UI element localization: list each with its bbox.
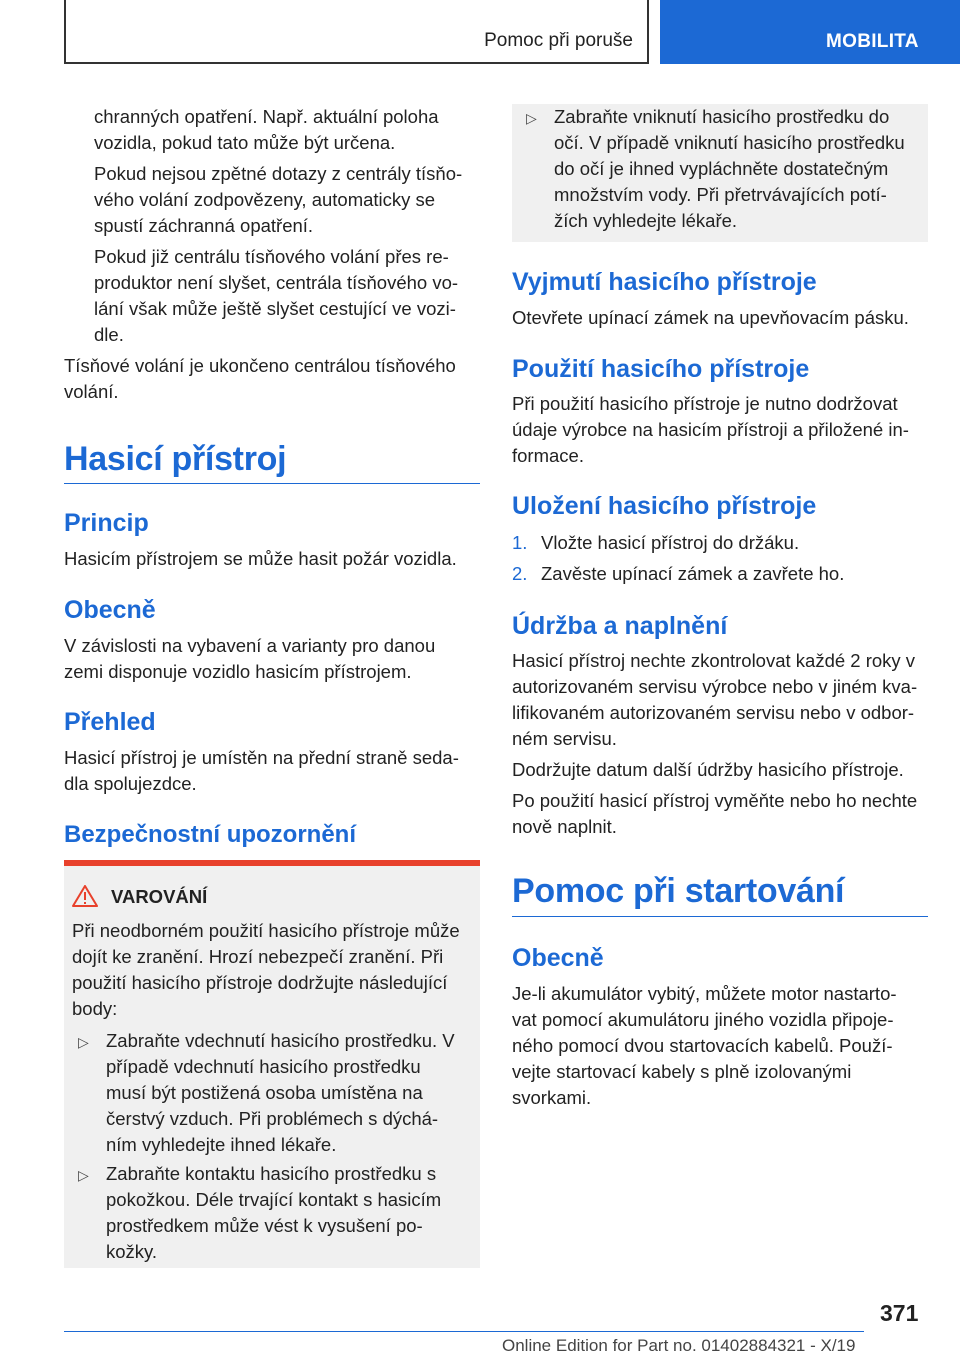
warning-triangle-icon xyxy=(72,885,98,907)
heading-prehled: Přehled xyxy=(64,708,156,736)
intro-line: vozidla, pokud tato může být určena. xyxy=(94,132,396,153)
step-number: 1. xyxy=(512,532,528,553)
heading-pouziti: Použití hasicího přístroje xyxy=(512,355,810,383)
bullet2-line: kožky. xyxy=(106,1241,158,1262)
intro-line: dle. xyxy=(94,324,124,345)
heading-ulozeni: Uložení hasicího přístroje xyxy=(512,492,817,520)
footer-edition: Online Edition for Part no. 01402884321 - X/19 xyxy=(502,1336,856,1355)
intro-line: chranných opatření. Např. aktuální poloha xyxy=(94,106,439,127)
heading-hasici-pristroj: Hasicí přístroj xyxy=(64,440,287,478)
heading-vyjmuti: Vyjmutí hasicího přístroje xyxy=(512,268,817,296)
start-line: Je-li akumulátor vybitý, můžete motor nastarto- xyxy=(512,983,897,1004)
heading-rule xyxy=(64,483,480,484)
start-line: vat pomocí akumulátoru jiného vozidla připoje- xyxy=(512,1009,894,1030)
warning-line: Při neodborném použití hasicího přístroje může xyxy=(72,920,460,941)
bullet2-line: Zabraňte kontaktu hasicího prostředku s xyxy=(106,1163,437,1184)
bullet2-line: pokožkou. Déle trvající kontakt s hasicím xyxy=(106,1189,442,1210)
start-line: vejte startovací kabely s plně izolovanými xyxy=(512,1061,852,1082)
heading-obecne-start: Obecně xyxy=(512,944,604,972)
obecne-line: zemi disponuje vozidlo hasicím přístrojem. xyxy=(64,661,412,682)
header-tab-label: MOBILITA xyxy=(826,31,919,52)
pouziti-line: formace. xyxy=(512,445,584,466)
heading-princip: Princip xyxy=(64,509,149,537)
heading-udrzba: Údržba a naplnění xyxy=(512,612,728,640)
po-line: Po použití hasicí přístroj vyměňte nebo ho nechte xyxy=(512,790,918,811)
end-line: Tísňové volání je ukončeno centrálou tísňového xyxy=(64,355,456,376)
bullet3-line: množstvím vody. Při přetrvávajících potí- xyxy=(554,184,887,205)
princip-text: Hasicím přístrojem se může hasit požár vozidla. xyxy=(64,548,457,569)
warning-line: dojít ke zranění. Hrozí nebezpečí zranění. Při xyxy=(72,946,444,967)
warning-line: použití hasicího přístroje dodržujte následující xyxy=(72,972,448,993)
po-line: nově naplnit. xyxy=(512,816,617,837)
step-number: 2. xyxy=(512,563,528,584)
heading-rule xyxy=(512,916,928,917)
bullet1-line: případě vdechnutí hasicího prostředku xyxy=(106,1056,421,1077)
heading-obecne: Obecně xyxy=(64,596,156,624)
footer-rule xyxy=(64,1331,864,1332)
udrzba-line: Hasicí přístroj nechte zkontrolovat každé 2 roky v xyxy=(512,650,916,671)
bullet3-line: očí. V případě vniknutí hasicího prostředku xyxy=(554,132,905,153)
header-section-title: Pomoc při poruše xyxy=(484,30,633,51)
intro-line: Pokud nejsou zpětné dotazy z centrály tísňo- xyxy=(94,163,463,184)
bullet1-line: musí být postižená osoba umístěna na xyxy=(106,1082,423,1103)
start-line: svorkami. xyxy=(512,1087,592,1108)
pouziti-line: Při použití hasicího přístroje je nutno dodržovat xyxy=(512,393,898,414)
intro-line: lání však může ještě slyšet cestující ve vozi- xyxy=(94,298,456,319)
step-text: Vložte hasicí přístroj do držáku. xyxy=(541,532,800,553)
intro-line: vého volání zodpovězeny, automaticky se xyxy=(94,189,436,210)
header-tab-mobilita[interactable] xyxy=(660,0,960,64)
pouziti-line: údaje výrobce na hasicím přístroji a přiložené in- xyxy=(512,419,909,440)
bullet1-line: ním vyhledejte ihned lékaře. xyxy=(106,1134,337,1155)
datum-line: Dodržujte datum další údržby hasicího přístroje. xyxy=(512,759,904,780)
vyjmuti-text: Otevřete upínací zámek na upevňovacím pásku. xyxy=(512,307,909,328)
bullet-triangle-icon: ▷ xyxy=(78,1034,89,1050)
intro-line: spustí záchranná opatření. xyxy=(94,215,314,236)
bullet3-line: do očí je ihned vypláchněte dostatečným xyxy=(554,158,889,179)
bullet1-line: čerstvý vzduch. Při problémech s dýchá- xyxy=(106,1108,439,1129)
bullet3-line: Zabraňte vniknutí hasicího prostředku do xyxy=(554,106,890,127)
bullet-triangle-icon: ▷ xyxy=(78,1167,89,1183)
end-line: volání. xyxy=(64,381,119,402)
udrzba-line: lifikovaném autorizovaném servisu nebo v odbor- xyxy=(512,702,915,723)
udrzba-line: ném servisu. xyxy=(512,728,617,749)
obecne-line: V závislosti na vybavení a varianty pro danou xyxy=(64,635,436,656)
page-number: 371 xyxy=(880,1300,919,1326)
step-text: Zavěste upínací zámek a zavřete ho. xyxy=(541,563,845,584)
start-line: ného pomocí dvou startovacích kabelů. Použí- xyxy=(512,1035,893,1056)
prehled-line: Hasicí přístroj je umístěn na přední straně seda- xyxy=(64,747,459,768)
bullet1-line: Zabraňte vdechnutí hasicího prostředku. V xyxy=(106,1030,455,1051)
warning-line: body: xyxy=(72,998,118,1019)
bullet3-line: žích vyhledejte lékaře. xyxy=(554,210,738,231)
bullet-triangle-icon: ▷ xyxy=(526,110,537,126)
udrzba-line: autorizovaném servisu výrobce nebo v jiném kva- xyxy=(512,676,918,697)
intro-line: produktor není slyšet, centrála tísňového vo- xyxy=(94,272,459,293)
heading-bezpecnostni: Bezpečnostní upozornění xyxy=(64,821,357,848)
heading-pomoc-pri-startovani: Pomoc při startování xyxy=(512,872,845,910)
prehled-line: dla spolujezdce. xyxy=(64,773,197,794)
warning-title: VAROVÁNÍ xyxy=(111,886,208,907)
intro-line: Pokud již centrálu tísňového volání přes re- xyxy=(94,246,449,267)
header-section-box xyxy=(64,0,649,64)
bullet2-line: prostředkem může vést k vysušení po- xyxy=(106,1215,423,1236)
